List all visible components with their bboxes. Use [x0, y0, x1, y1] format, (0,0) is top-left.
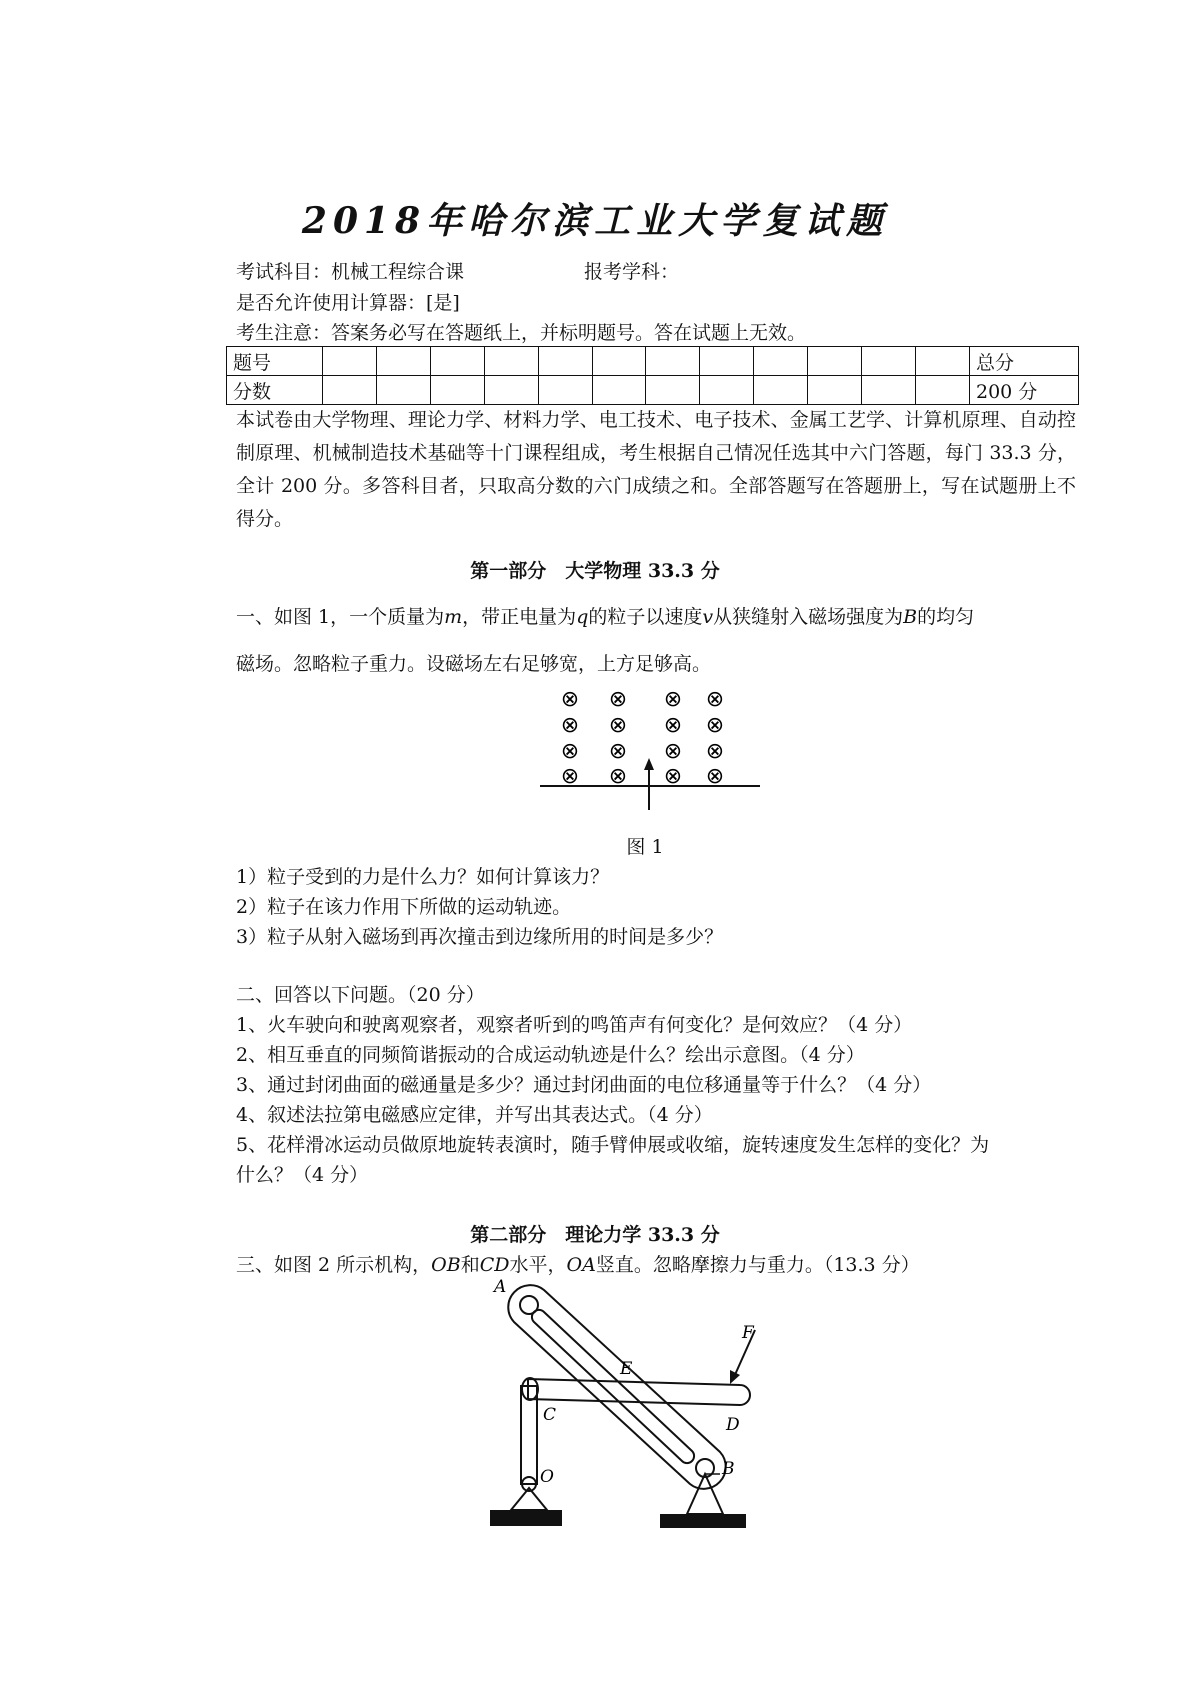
q2-item-3: 3、通过封闭曲面的磁通量是多少？通过封闭曲面的电位移通量等于什么？（4 分） — [236, 1074, 932, 1096]
field-symbol: ⊗ — [560, 739, 580, 764]
score-table-row-numbers — [227, 347, 1079, 376]
label-F: F — [742, 1323, 754, 1343]
intro-paragraph: 本试卷由大学物理、理论力学、材料力学、电工技术、电子技术、金属工艺学、计算机原理、自动控制原理、机械制造技术基础等十门课程组成，考生根据自己情况任选其中六门答题，每门 33.3 分，全计 200 分。多答科目者，只取高分数的六门成绩之和。全部答题写在答题册上，写在试题册上不得分。 — [236, 409, 1076, 530]
ground-O — [490, 1510, 562, 1526]
label-C: C — [543, 1405, 557, 1425]
q1-text-d: 从狭缝射入磁场强度为 — [713, 606, 904, 628]
field-symbol: ⊗ — [608, 687, 628, 712]
field-symbol: ⊗ — [663, 764, 683, 789]
field-symbol: ⊗ — [705, 764, 725, 789]
field-symbol: ⊗ — [705, 739, 725, 764]
force-F-head — [730, 1370, 740, 1384]
label-B: B — [722, 1459, 735, 1479]
q3-text-a: 三、如图 2 所示机构， — [236, 1254, 432, 1276]
label-E: E — [620, 1359, 633, 1379]
q3-text-d: 竖直。忽略摩擦力与重力。（13.3 分） — [595, 1254, 920, 1276]
page-title: 2018年哈尔滨工业大学复试题 — [301, 200, 889, 242]
field-symbol: ⊗ — [608, 713, 628, 738]
q2-item-5: 5、花样滑冰运动员做原地旋转表演时，随手臂伸展或收缩，旋转速度发生怎样的变化？为 — [236, 1134, 990, 1156]
figure-1 — [530, 682, 770, 812]
q2-item-4: 4、叙述法拉第电磁感应定律，并写出其表达式。（4 分） — [236, 1104, 713, 1126]
candidate-notice: 考生注意：答案务必写在答题纸上，并标明题号。答在试题上无效。 — [236, 322, 807, 344]
field-symbol: ⊗ — [560, 713, 580, 738]
total-label: 总分 — [970, 347, 1079, 376]
row-label-score: 分数 — [227, 376, 323, 405]
q1-sub-1: 1）粒子受到的力是什么力？如何计算该力？ — [236, 866, 610, 888]
q3-text-b: 和 — [460, 1254, 480, 1276]
q1-line2: 磁场。忽略粒子重力。设磁场左右足够宽，上方足够高。 — [236, 653, 712, 675]
q1-line1 — [236, 602, 974, 629]
q1-text-e: 的均匀 — [917, 606, 975, 628]
support-B — [687, 1474, 723, 1514]
label-O: O — [540, 1467, 554, 1487]
symbol-OB: OB — [431, 1254, 461, 1276]
symbol-q: q — [576, 606, 589, 628]
q3-line — [236, 1250, 920, 1277]
score-table — [226, 346, 1079, 405]
rod-CD-end-cap — [522, 1378, 538, 1400]
field-symbol: ⊗ — [608, 739, 628, 764]
label-A: A — [494, 1278, 507, 1297]
symbol-v: v — [702, 606, 714, 628]
label-D: D — [726, 1415, 740, 1435]
field-symbol: ⊗ — [663, 739, 683, 764]
field-symbol: ⊗ — [560, 764, 580, 789]
symbol-CD: CD — [479, 1254, 510, 1276]
q2-item-2: 2、相互垂直的同频简谐振动的合成运动轨迹是什么？绘出示意图。（4 分） — [236, 1044, 865, 1066]
symbol-m: m — [444, 606, 463, 628]
symbol-B: B — [903, 606, 918, 628]
field-symbol: ⊗ — [560, 687, 580, 712]
part1-title: 第一部分 大学物理 33.3 分 — [470, 560, 720, 582]
part2-title: 第二部分 理论力学 33.3 分 — [470, 1224, 720, 1246]
q3-text-c: 水平， — [509, 1254, 567, 1276]
field-symbol: ⊗ — [663, 713, 683, 738]
row-label-question-no: 题号 — [227, 347, 323, 376]
field-symbol: ⊗ — [705, 687, 725, 712]
q1-text-a: 一、如图 1，一个质量为 — [236, 606, 445, 628]
calculator-note: 是否允许使用计算器：[是] — [236, 292, 460, 314]
pin-A — [520, 1296, 538, 1314]
exam-discipline: 报考学科： — [584, 261, 680, 283]
exam-subject: 考试科目：机械工程综合课 — [236, 261, 465, 283]
total-value: 200 分 — [970, 376, 1079, 405]
field-symbol: ⊗ — [608, 764, 628, 789]
velocity-arrow-head — [644, 758, 654, 770]
q1-text-c: 的粒子以速度 — [588, 606, 703, 628]
exam-subject-row — [236, 257, 679, 284]
q1-sub-2: 2）粒子在该力作用下所做的运动轨迹。 — [236, 896, 572, 918]
symbol-OA: OA — [566, 1254, 596, 1276]
q1-text-b: ，带正电量为 — [462, 606, 577, 628]
slot — [532, 1310, 694, 1463]
field-symbol: ⊗ — [663, 687, 683, 712]
figure-1-caption: 图 1 — [626, 836, 664, 858]
field-symbols — [561, 687, 724, 789]
q1-sub-3: 3）粒子从射入磁场到再次撞击到边缘所用的时间是多少？ — [236, 926, 724, 948]
ground-B — [660, 1514, 746, 1528]
q2-item-1: 1、火车驶向和驶离观察者，观察者听到的鸣笛声有何变化？是何效应？（4 分） — [236, 1014, 913, 1036]
q2-title: 二、回答以下问题。（20 分） — [236, 984, 485, 1006]
score-table-row-scores — [227, 376, 1079, 405]
field-symbol: ⊗ — [705, 713, 725, 738]
figure-2 — [490, 1278, 790, 1528]
q2-item-5-cont: 什么？（4 分） — [236, 1164, 369, 1186]
